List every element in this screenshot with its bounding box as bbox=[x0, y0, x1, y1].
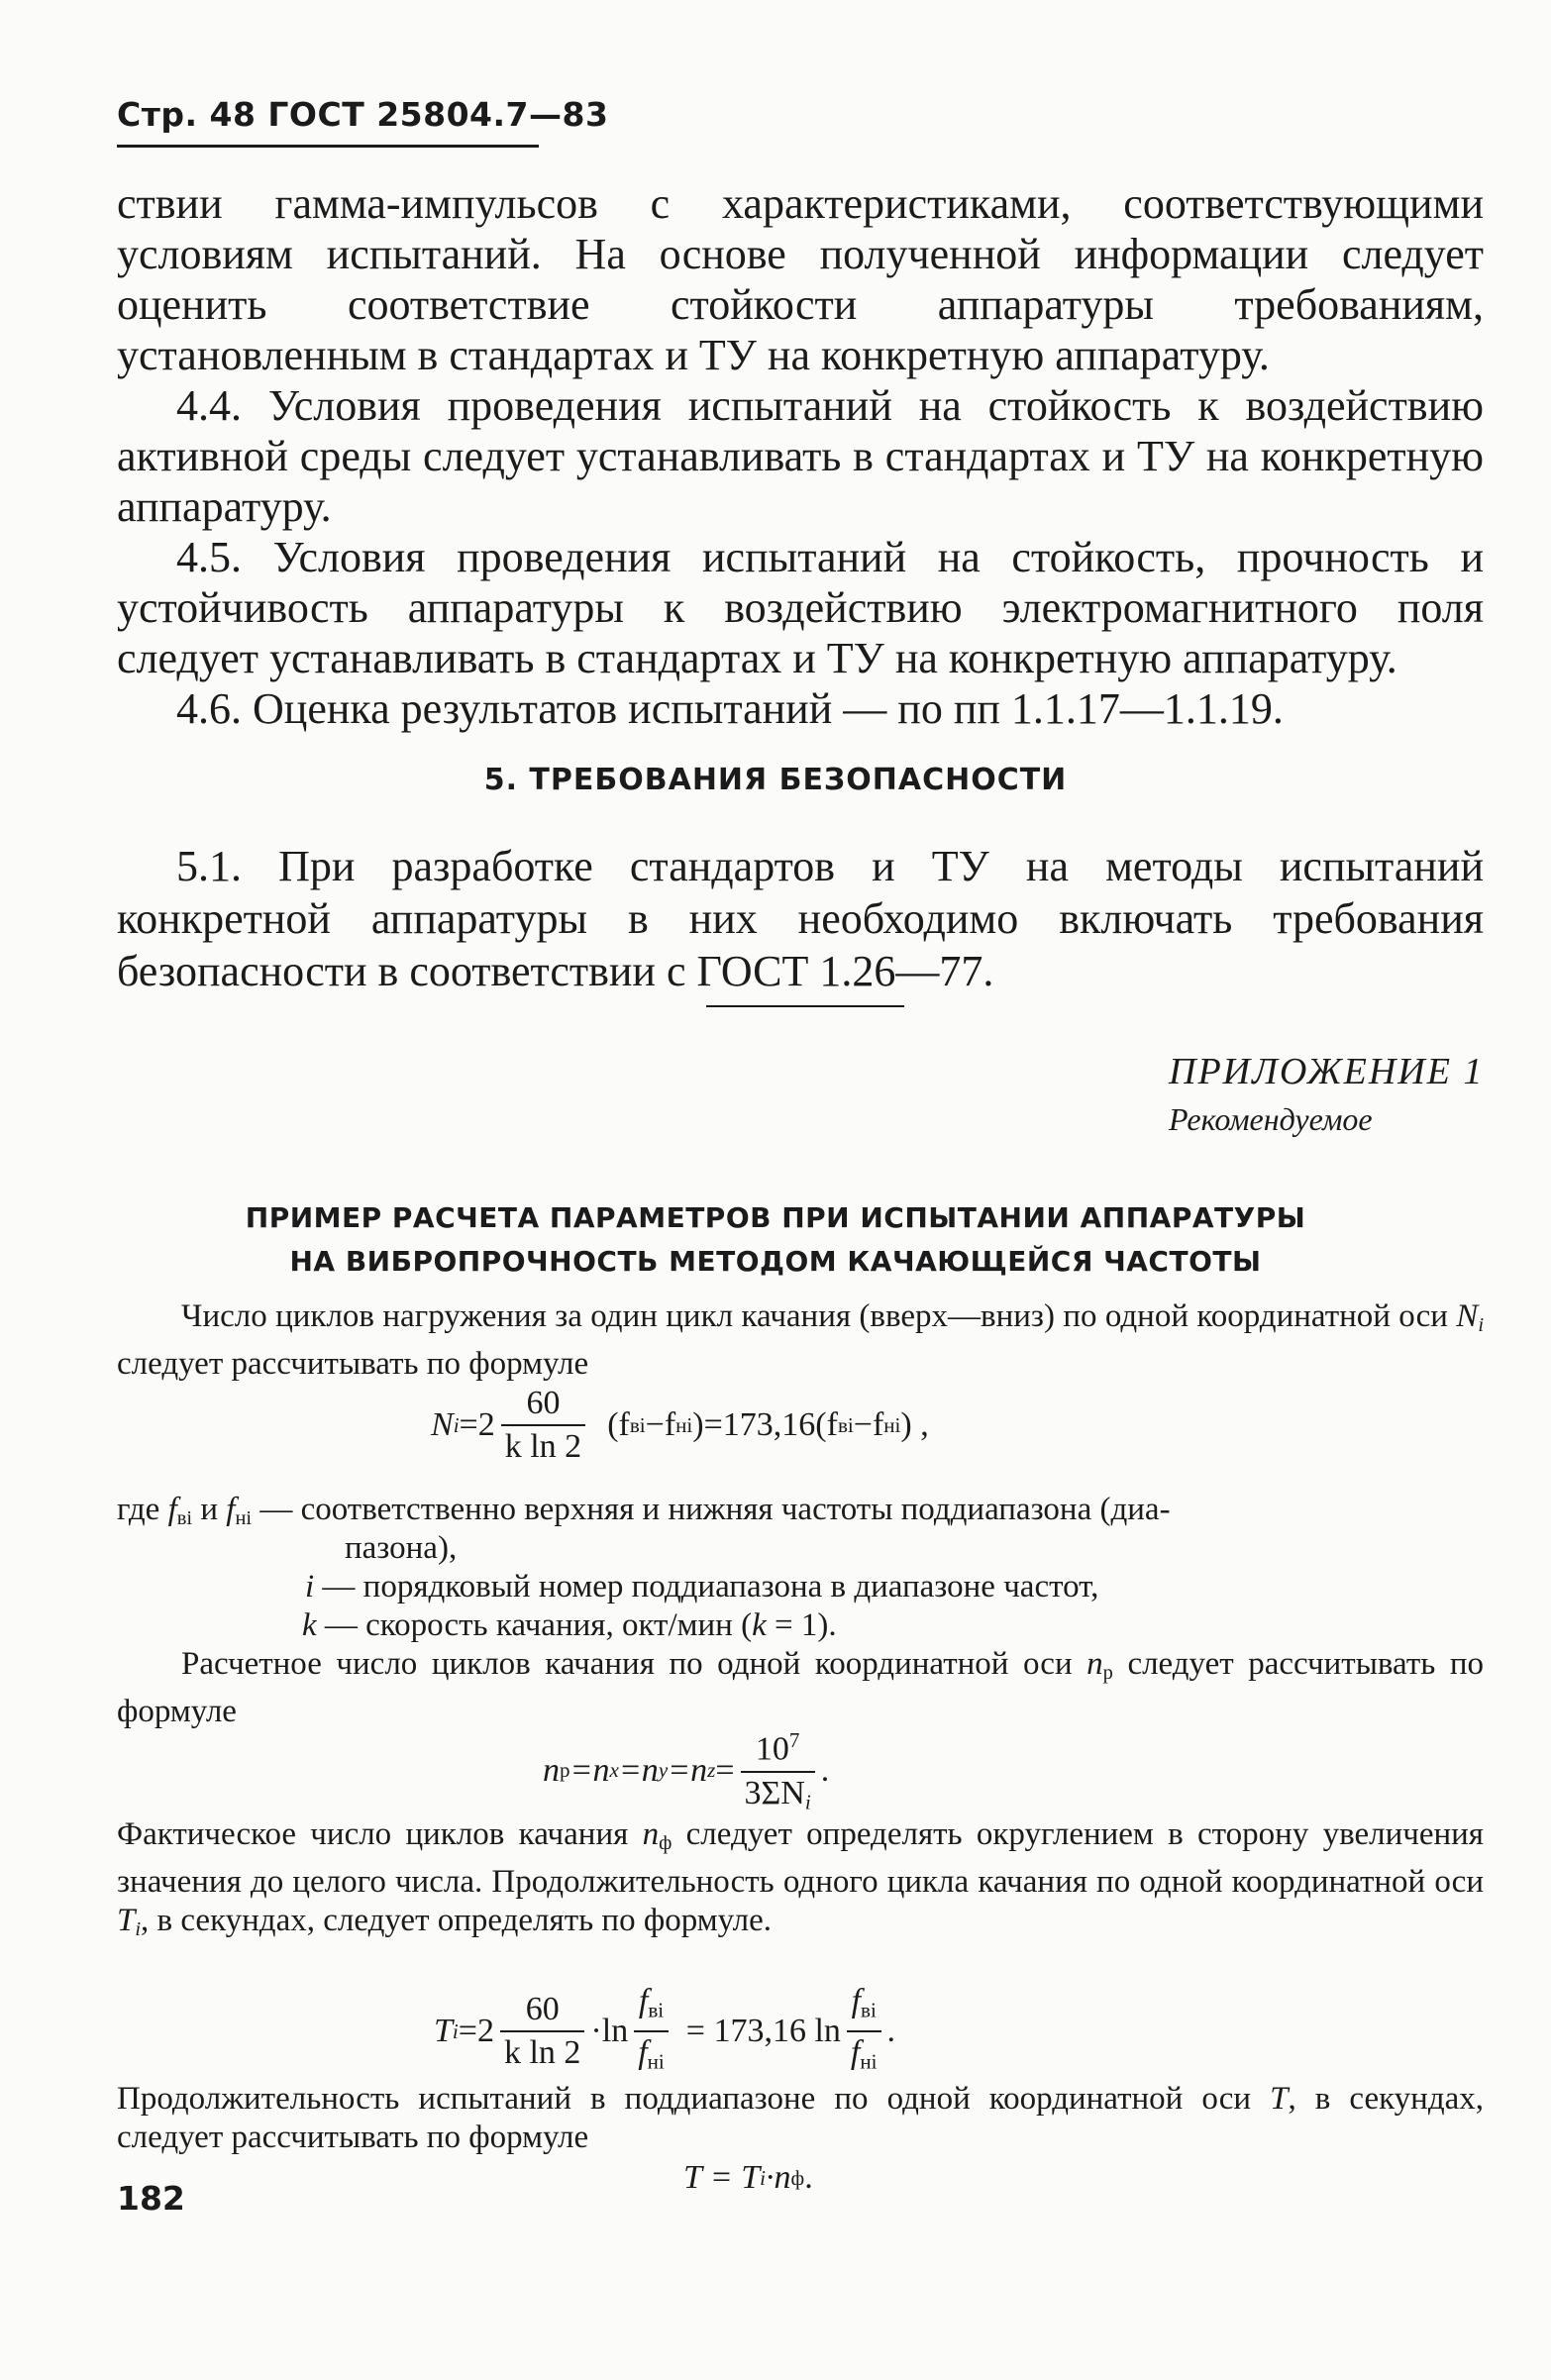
annex-paragraph-1: Число циклов нагружения за один цикл качания (вверх—вниз) по одной координатной оси $N_i$ следует рассчитывать по формуле bbox=[117, 1298, 1484, 1383]
annex-paragraph-2: Расчетное число циклов качания по одной координатной оси $n_p$ следует рассчитывать по формуле bbox=[117, 1646, 1484, 1730]
section-5-title: 5. ТРЕБОВАНИЯ БЕЗОПАСНОСТИ bbox=[483, 763, 1068, 797]
where-line-1-cont: пазона), bbox=[345, 1530, 458, 1566]
annex-title-line-1: ПРИМЕР РАСЧЕТА ПАРАМЕТРОВ ПРИ ИСПЫТАНИИ АППАРАТУРЫ bbox=[245, 1201, 1306, 1234]
paragraph-4-4: 4.4. Условия проведения испытаний на стойкость к воздействию активной среды следует устанавливать в стандартах и ТУ на конкретную аппаратуру. bbox=[117, 381, 1484, 531]
where-line-3: k — скорость качания, окт/мин (k = 1). bbox=[302, 1607, 837, 1643]
paragraph-5-1: 5.1. При разработке стандартов и ТУ на методы испытаний конкретной аппаратуры в них необходимо включать требования безопасности в соответствии с ГОСТ 1.26—77. bbox=[117, 842, 1484, 995]
paragraph-continuation: ствии гамма-импульсов с характеристиками, соответствующими условиям испытаний. На основе полученной информации следует оценить соответствие стойкости аппаратуры требованиям, установленным в стандартах и ТУ на конкретную аппаратуру. bbox=[117, 179, 1484, 379]
page-number: 182 bbox=[117, 2179, 185, 2218]
where-line-1: где $f_{вi}$ и $f_{нi}$ — соответственно верхняя и нижняя частоты поддиапазона (диа- bbox=[117, 1492, 1171, 1530]
annex-paragraph-4: Продолжительность испытаний в поддиапазоне по одной координатной оси T, в секундах, следует рассчитывать по формуле bbox=[117, 2081, 1485, 2155]
fraction: $\frac{60}{\text{k ln 2}}$ bbox=[501, 1385, 585, 1466]
formula-np: n p =n x =n y =n z = $\frac{10^7}{3\Sigma N_i}$ . bbox=[543, 1721, 829, 1820]
annex-title-line-2: НА ВИБРОПРОЧНОСТЬ МЕТОДОМ КАЧАЮЩЕЙСЯ ЧАСТОТЫ bbox=[289, 1245, 1262, 1278]
annex-heading bbox=[1169, 1050, 1484, 1138]
running-head: Стр. 48 ГОСТ 25804.7—83 bbox=[117, 95, 609, 134]
fraction: $\frac{f_{вi}}{f_{нi}}$ bbox=[847, 1983, 881, 2081]
formula-ti: T i =2 $\frac{60}{\text{k ln 2}}$ ·ln $\frac{f_{вi}}{f_{нi}}$ = 173,16 ln $\frac{f_{вi}}{f_{нi}}$ . bbox=[434, 1983, 895, 2081]
paragraph-4-6: 4.6. Оценка результатов испытаний — по пп 1.1.17—1.1.19. bbox=[176, 684, 1284, 733]
header-rule bbox=[117, 145, 539, 148]
formula-t: T = T i ·n ф . bbox=[683, 2159, 813, 2196]
paragraph-4-5: 4.5. Условия проведения испытаний на стойкость, прочность и устойчивость аппаратуры к воздействию электромагнитного поля следует устанавливать в стандартах и ТУ на конкретную аппаратуру. bbox=[117, 533, 1484, 682]
fraction: $\frac{10^7}{3\Sigma N_i}$ bbox=[741, 1721, 815, 1820]
formula-ni: N i =2 $\frac{60}{\text{k ln 2}}$ (f вi −f нi )=173,16(f вi −f нi ) , bbox=[431, 1385, 929, 1465]
annex-title bbox=[0, 1196, 1551, 1284]
fraction: $\frac{f_{вi}}{f_{нi}}$ bbox=[634, 1983, 669, 2081]
section-5-body bbox=[117, 840, 1484, 997]
annex-label: ПРИЛОЖЕНИЕ 1 bbox=[1169, 1051, 1485, 1092]
section-divider bbox=[706, 1005, 904, 1007]
annex-status: Рекомендуемое bbox=[1169, 1101, 1373, 1137]
where-line-2: i — порядковый номер поддиапазона в диапазоне частот, bbox=[305, 1569, 1099, 1604]
annex-paragraph-3: Фактическое число циклов качания $n_ф$ следует определять округлением в сторону увеличения значения до целого числа. Продолжительность одного цикла качания по одной координатной оси $T_i$, в секундах, следует определять по формуле. bbox=[117, 1816, 1484, 1941]
section-4-continuation bbox=[117, 178, 1484, 734]
fraction: $\frac{60}{\text{k ln 2}}$ bbox=[500, 1991, 584, 2072]
